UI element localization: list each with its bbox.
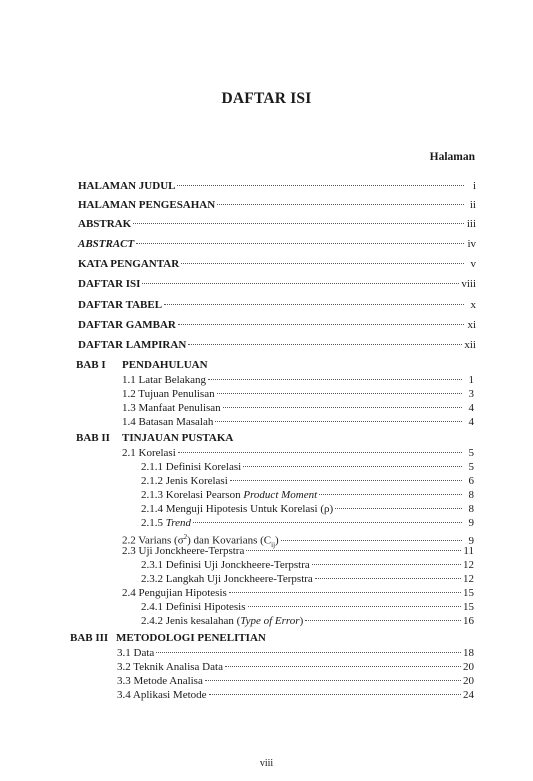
toc-entry-label: DAFTAR LAMPIRAN bbox=[78, 339, 187, 351]
toc-section-3-4 bbox=[117, 689, 474, 702]
toc-section-2-4-2 bbox=[141, 615, 474, 628]
toc-section-label: 2.4 Pengujian Hipotesis bbox=[122, 587, 227, 599]
dot-leader bbox=[142, 283, 459, 284]
toc-section-label: 3.1 Data bbox=[117, 647, 155, 659]
toc-section-label: 2.1 Korelasi bbox=[122, 447, 176, 459]
dot-leader bbox=[319, 494, 462, 495]
toc-section-label: 1.4 Batasan Masalah bbox=[122, 416, 214, 428]
chapter-title: TINJAUAN PUSTAKA bbox=[122, 432, 234, 444]
toc-section-label: 1.1 Latar Belakang bbox=[122, 374, 206, 386]
page-column-header: Halaman bbox=[429, 151, 475, 163]
toc-section-3-3 bbox=[117, 675, 474, 688]
toc-entry-label: ABSTRACT bbox=[78, 238, 135, 250]
toc-section-2-4-1 bbox=[141, 601, 474, 614]
toc-section-page: 1 bbox=[468, 374, 474, 386]
toc-section-1-4 bbox=[122, 416, 474, 429]
chapter-heading-bab-3 bbox=[70, 632, 266, 645]
dot-leader bbox=[223, 407, 462, 408]
footer-page-number: viii bbox=[259, 758, 274, 769]
dot-leader bbox=[248, 606, 462, 607]
dot-leader bbox=[217, 393, 462, 394]
toc-entry-abstrak bbox=[78, 218, 476, 231]
toc-entry-label: DAFTAR ISI bbox=[78, 278, 141, 290]
dot-leader bbox=[215, 421, 462, 422]
toc-section-page: 15 bbox=[463, 587, 474, 599]
toc-entry-abstract bbox=[78, 238, 476, 251]
toc-section-label: 3.4 Aplikasi Metode bbox=[117, 689, 207, 701]
dot-leader bbox=[181, 263, 464, 264]
dot-leader bbox=[281, 540, 462, 541]
page-title: DAFTAR ISI bbox=[221, 90, 312, 107]
chapter-number: BAB II bbox=[76, 432, 110, 444]
dot-leader bbox=[209, 694, 461, 695]
dot-leader bbox=[164, 304, 464, 305]
dot-leader bbox=[178, 324, 464, 325]
dot-leader bbox=[225, 666, 461, 667]
dot-leader bbox=[312, 564, 461, 565]
toc-entry-halaman-judul bbox=[78, 180, 476, 193]
toc-entry-label: DAFTAR TABEL bbox=[78, 299, 163, 311]
toc-section-2-1-1 bbox=[141, 461, 474, 474]
toc-section-label: 1.2 Tujuan Penulisan bbox=[122, 388, 215, 400]
dot-leader bbox=[156, 652, 461, 653]
toc-section-page: 11 bbox=[463, 545, 474, 557]
dot-leader bbox=[188, 344, 462, 345]
chapter-heading-bab-2 bbox=[76, 432, 233, 445]
toc-entry-halaman-pengesahan bbox=[78, 199, 476, 212]
toc-section-page: 6 bbox=[468, 475, 474, 487]
toc-section-page: 18 bbox=[463, 647, 474, 659]
toc-section-1-2 bbox=[122, 388, 474, 401]
toc-section-2-1-3 bbox=[141, 489, 474, 502]
toc-section-label: 2.1.2 Jenis Korelasi bbox=[141, 475, 228, 487]
toc-entry-page: xii bbox=[464, 339, 476, 351]
dot-leader bbox=[136, 243, 464, 244]
toc-section-1-3 bbox=[122, 402, 474, 415]
toc-section-label: 1.3 Manfaat Penulisan bbox=[122, 402, 221, 414]
toc-entry-page: iii bbox=[466, 218, 476, 230]
dot-leader bbox=[305, 620, 461, 621]
toc-entry-daftar-gambar bbox=[78, 319, 476, 332]
toc-entry-label: ABSTRAK bbox=[78, 218, 132, 230]
chapter-title: METODOLOGI PENELITIAN bbox=[116, 632, 266, 644]
dot-leader bbox=[243, 466, 462, 467]
toc-section-2-1-4 bbox=[141, 503, 474, 516]
toc-section-2-3-1 bbox=[141, 559, 474, 572]
toc-section-page: 24 bbox=[463, 689, 474, 701]
toc-section-2-3-2 bbox=[141, 573, 474, 586]
toc-section-page: 12 bbox=[463, 573, 474, 585]
dot-leader bbox=[229, 592, 461, 593]
toc-section-page: 8 bbox=[468, 489, 474, 501]
toc-entry-daftar-isi bbox=[78, 278, 476, 291]
toc-entry-kata-pengantar bbox=[78, 258, 476, 271]
dot-leader bbox=[335, 508, 462, 509]
toc-section-2-4 bbox=[122, 587, 474, 600]
toc-section-label: 2.3.1 Definisi Uji Jonckheere-Terpstra bbox=[141, 559, 310, 571]
toc-entry-daftar-lampiran bbox=[78, 339, 476, 352]
toc-section-label: 3.3 Metode Analisa bbox=[117, 675, 203, 687]
toc-entry-label: HALAMAN JUDUL bbox=[78, 180, 176, 192]
dot-leader bbox=[208, 379, 462, 380]
toc-entry-page: x bbox=[470, 299, 476, 311]
chapter-heading-bab-1 bbox=[76, 359, 208, 372]
toc-section-page: 20 bbox=[463, 661, 474, 673]
toc-section-label: 2.4.2 Jenis kesalahan (Type of Error) bbox=[141, 615, 304, 627]
dot-leader bbox=[133, 223, 464, 224]
toc-section-page: 4 bbox=[468, 402, 474, 414]
toc-section-page: 8 bbox=[468, 503, 474, 515]
toc-entry-page: i bbox=[472, 180, 476, 192]
toc-section-page: 9 bbox=[468, 517, 474, 529]
dot-leader bbox=[217, 204, 464, 205]
toc-section-2-1-5 bbox=[141, 517, 474, 530]
dot-leader bbox=[177, 185, 464, 186]
toc-section-label: 3.2 Teknik Analisa Data bbox=[117, 661, 223, 673]
toc-entry-label: HALAMAN PENGESAHAN bbox=[78, 199, 216, 211]
dot-leader bbox=[193, 522, 462, 523]
toc-section-3-2 bbox=[117, 661, 474, 674]
toc-entry-daftar-tabel bbox=[78, 299, 476, 312]
toc-section-label: 2.1.4 Menguji Hipotesis Untuk Korelasi (ρ) bbox=[141, 503, 334, 515]
toc-section-page: 20 bbox=[463, 675, 474, 687]
toc-entry-page: viii bbox=[461, 278, 476, 290]
chapter-title: PENDAHULUAN bbox=[122, 359, 208, 371]
toc-section-page: 4 bbox=[468, 416, 474, 428]
toc-section-3-1 bbox=[117, 647, 474, 660]
chapter-number: BAB III bbox=[70, 632, 109, 644]
toc-section-page: 15 bbox=[463, 601, 474, 613]
toc-section-page: 9 bbox=[468, 534, 474, 547]
toc-entry-label: KATA PENGANTAR bbox=[78, 258, 180, 270]
toc-section-1-1 bbox=[122, 374, 474, 387]
chapter-number: BAB I bbox=[76, 359, 106, 371]
toc-entry-page: v bbox=[470, 258, 476, 270]
toc-entry-page: xi bbox=[467, 319, 476, 331]
toc-section-page: 3 bbox=[468, 388, 474, 400]
toc-entry-page: iv bbox=[467, 238, 476, 250]
toc-section-page: 16 bbox=[463, 615, 474, 627]
toc-section-2-3 bbox=[122, 545, 474, 558]
toc-section-label: 2.3.2 Langkah Uji Jonckheere-Terpstra bbox=[141, 573, 313, 585]
dot-leader bbox=[230, 480, 462, 481]
toc-section-page: 5 bbox=[468, 447, 474, 459]
dot-leader bbox=[205, 680, 461, 681]
toc-section-label: 2.1.1 Definisi Korelasi bbox=[141, 461, 242, 473]
toc-entry-page: ii bbox=[469, 199, 476, 211]
toc-section-page: 12 bbox=[463, 559, 474, 571]
dot-leader bbox=[246, 550, 461, 551]
toc-section-2-1-2 bbox=[141, 475, 474, 488]
toc-section-page: 5 bbox=[468, 461, 474, 473]
toc-section-label: 2.2 Varians $(\sigma^2)$ dan Kovarians $(C_{ij})$ bbox=[122, 533, 279, 549]
toc-section-label: 2.3 Uji Jonckheere-Terpstra bbox=[122, 545, 245, 557]
toc-section-2-1 bbox=[122, 447, 474, 460]
toc-section-label: 2.1.5 Trend bbox=[141, 517, 192, 529]
toc-entry-label: DAFTAR GAMBAR bbox=[78, 319, 176, 331]
dot-leader bbox=[178, 452, 462, 453]
dot-leader bbox=[315, 578, 461, 579]
toc-section-label: 2.1.3 Korelasi Pearson Product Moment bbox=[141, 489, 318, 501]
toc-section-label: 2.4.1 Definisi Hipotesis bbox=[141, 601, 246, 613]
